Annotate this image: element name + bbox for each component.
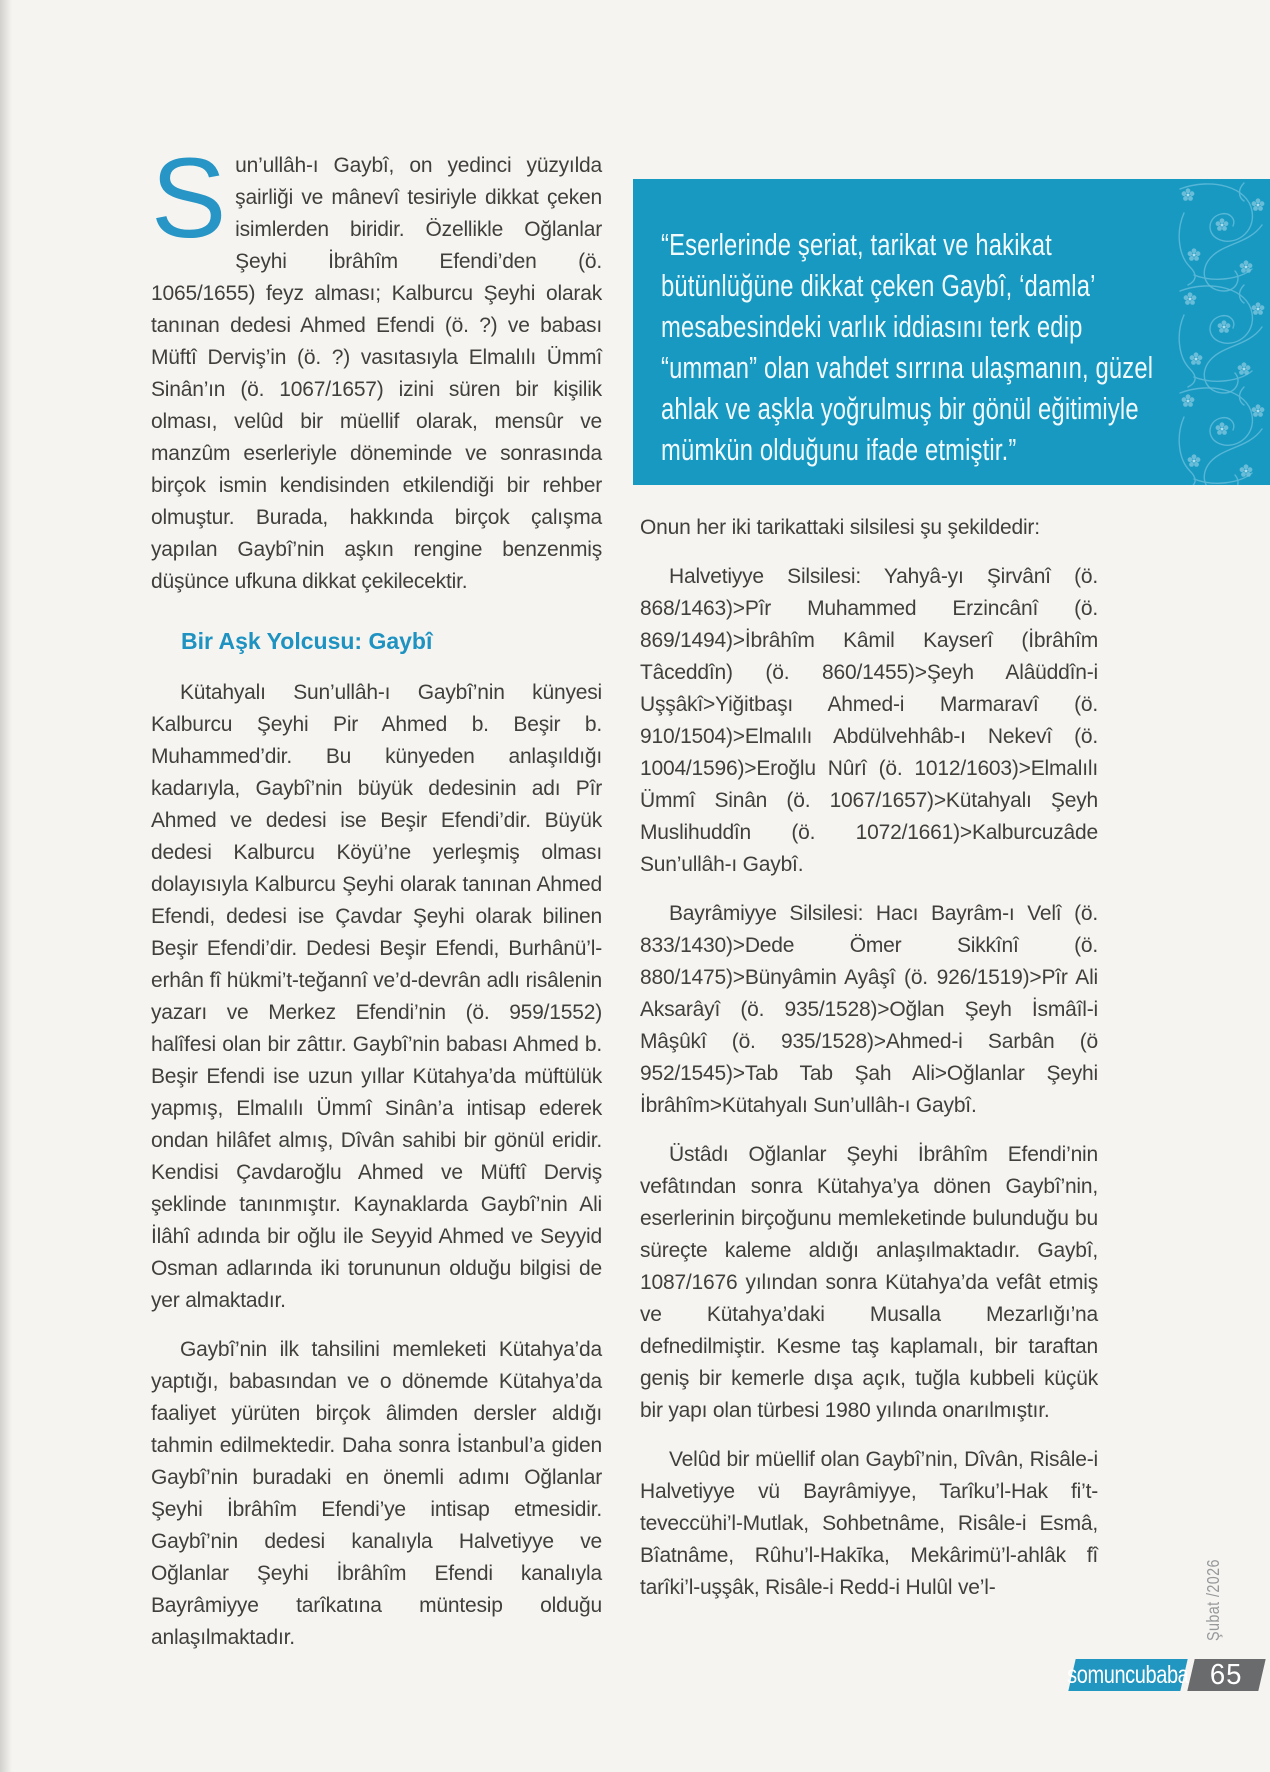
magazine-name-badge [1068,1659,1187,1691]
left-column [151,135,602,1654]
page-number-badge [1187,1659,1265,1691]
pull-quote-text: “Eserlerinde şeriat, tarikat ve hakikat bütünlüğüne dikkat çeken Gaybî, ‘damla’ mesabesindeki varlık iddiasını terk edip “umman” olan vahdet sırrına ulaşmanın, güzel ahlak ve aşkla yoğrulmuş bir gönül eğitimiyle mümkün olduğunu ifade etmiştir.” [661,228,1154,467]
pull-quote-box [633,179,1270,485]
lead-paragraph-text: un’ullâh-ı Gaybî, on yedinci yüzyılda şairliği ve mânevî tesiriyle dikkat çeken isimlerden biridir. Özellikle Oğlanlar Şeyhi İbrâhîm Efendi’den (ö. 1065/1655) feyz alması; Kalburcu Şeyhi olarak tanınan dedesi Ahmed Efendi (ö. ?) ve babası Müftî Derviş’in (ö. ?) vasıtasıyla Elmalılı Ümmî Sinân’ın (ö. 1067/1657) izini süren bir kişilik olması, velûd bir müellif olarak, mensûr ve manzûm eserleriyle döneminde ve sonrasında birçok ismin kendisinden etkilendiği bir rehber olmuştur. Burada, hakkında birçok çalışma yapılan Gaybî’nin aşkın rengine benzenmiş düşünce ufkuna dikkat çekilecektir. [151,154,602,593]
body-paragraph: Üstâdı Oğlanlar Şeyhi İbrâhîm Efendi’nin vefâtından sonra Kütahya’ya dönen Gaybî’nin, eserlerinin birçoğunu memleketinde bulunduğu bu süreçte kaleme aldığı anlaşılmaktadır. Gaybî, 1087/1676 yılından sonra Kütahya’da vefât etmiş ve Kütahya’daki Musalla Mezarlığı’na defnedilmiştir. Kesme taş kaplamalı, bir taraftan geniş bir kemerle dışa açık, tuğla kubbeli küçük bir yapı olan türbesi 1980 yılında onarılmıştır. [640,1143,1098,1422]
floral-pattern [1174,179,1270,485]
page-number-badge-inner [1191,1659,1262,1691]
body-paragraph-lead [151,135,602,598]
magazine-name-badge-inner [1067,1659,1189,1691]
body-paragraph: Onun her iki tarikattaki silsilesi şu şekildedir: [640,516,1040,539]
section-heading: Bir Aşk Yolcusu: Gaybî [181,628,433,654]
drop-cap: S [151,135,227,261]
body-paragraph: Gaybî’nin ilk tahsilini memleketi Kütahya’da yaptığı, babasından ve o dönemde Kütahya’da faaliyet yürüten birçok âlimden dersler aldığı tahmin edilmektedir. Daha sonra İstanbul’a giden Gaybî’nin buradaki en önemli adımı Oğlanlar Şeyhi İbrâhîm Efendi’ye intisap etmesidir. Gaybî’nin dedesi kanalıyla Halvetiyye ve Oğlanlar Şeyhi İbrâhîm Efendi kanalıyla Bayrâmiyye tarîkatına müntesip olduğu anlaşılmaktadır. [151,1338,602,1649]
silsile-paragraph-halvetiyye: Halvetiyye Silsilesi: Yahyâ-yı Şirvânî (ö. 868/1463)>Pîr Muhammed Erzincânî (ö. 869/1494)>İbrâhîm Kâmil Kayserî (İbrâhîm Tâceddîn) (ö. 860/1455)>Şeyh Alâüddîn-i Uşşâkî>Yiğitbaşı Ahmed-i Marmaravî (ö. 910/1504)>Elmalılı Abdülvehhâb-ı Nekevî (ö. 1004/1596)>Eroğlu Nûrî (ö. 1012/1603)>Elmalılı Ümmî Sinân (ö. 1067/1657)>Kütahyalı Şeyh Muslihuddîn (ö. 1072/1661)>Kalburcuzâde Sun’ullâh-ı Gaybî. [640,565,1098,876]
right-column [640,512,1098,1604]
floral-pattern-svg [1174,179,1270,485]
magazine-name: somuncubaba [1067,1660,1189,1689]
body-paragraph: Velûd bir müellif olan Gaybî’nin, Dîvân, Risâle-i Halvetiyye vü Bayrâmiyye, Tarîku’l-Hak fi’t-teveccühi’l-Mutlak, Sohbetnâme, Risâle-i Esmâ, Bîatnâme, Rûhu’l-Hakīka, Mekârimü’l-ahlâk fî tarîki’l-uşşâk, Risâle-i Redd-i Hulûl ve’l- [640,1448,1098,1599]
page-edge-shadow [0,0,12,1772]
body-paragraph: Kütahyalı Sun’ullâh-ı Gaybî’nin künyesi Kalburcu Şeyhi Pir Ahmed b. Beşir b. Muhammed’dir. Bu künyeden anlaşıldığı kadarıyla, Gaybî’nin büyük dedesinin adı Pîr Ahmed ve dedesi ise Beşir Efendi’dir. Büyük dedesi Kalburcu Köyü’ne yerleşmiş olması dolayısıyla Kalburcu Şeyhi olarak tanınan Ahmed Efendi, dedesi ise Çavdar Şeyhi olarak bilinen Beşir Efendi’dir. Dedesi Beşir Efendi, Burhânü’l-erhân fî hükmi’t-teğannî ve’d-devrân adlı risâlenin yazarı ve Merkez Efendi’nin (ö. 959/1552) halîfesi olan bir zâttır. Gaybî’nin babası Ahmed b. Beşir Efendi ise uzun yıllar Kütahya’da müftülük yapmış, Elmalılı Ümmî Sinân’a intisap ederek ondan hilâfet almış, Dîvân sahibi bir gönül eridir. Kendisi Çavdaroğlu Ahmed ve Müftî Derviş şeklinde tanınmıştır. Kaynaklarda Gaybî’nin Ali İlâhî adında bir oğlu ile Seyyid Ahmed ve Seyyid Osman adlarında iki torununun olduğu bilgisi de yer almaktadır. [151,681,602,1312]
silsile-paragraph-bayramiyye: Bayrâmiyye Silsilesi: Hacı Bayrâm-ı Velî (ö. 833/1430)>Dede Ömer Sikkînî (ö. 880/1475)>Bünyâmin Ayâşî (ö. 926/1519)>Pîr Ali Aksarâyî (ö. 935/1528)>Oğlan Şeyh İsmâîl-i Mâşûkî (ö. 935/1528)>Ahmed-i Sarbân (ö 952/1545)>Tab Tab Şah Ali>Oğlanlar Şeyhi İbrâhîm>Kütahyalı Sun’ullâh-ı Gaybî. [640,902,1098,1117]
issue-date: Şubat /2026 [1203,1559,1223,1641]
page-number: 65 [1210,1658,1243,1691]
